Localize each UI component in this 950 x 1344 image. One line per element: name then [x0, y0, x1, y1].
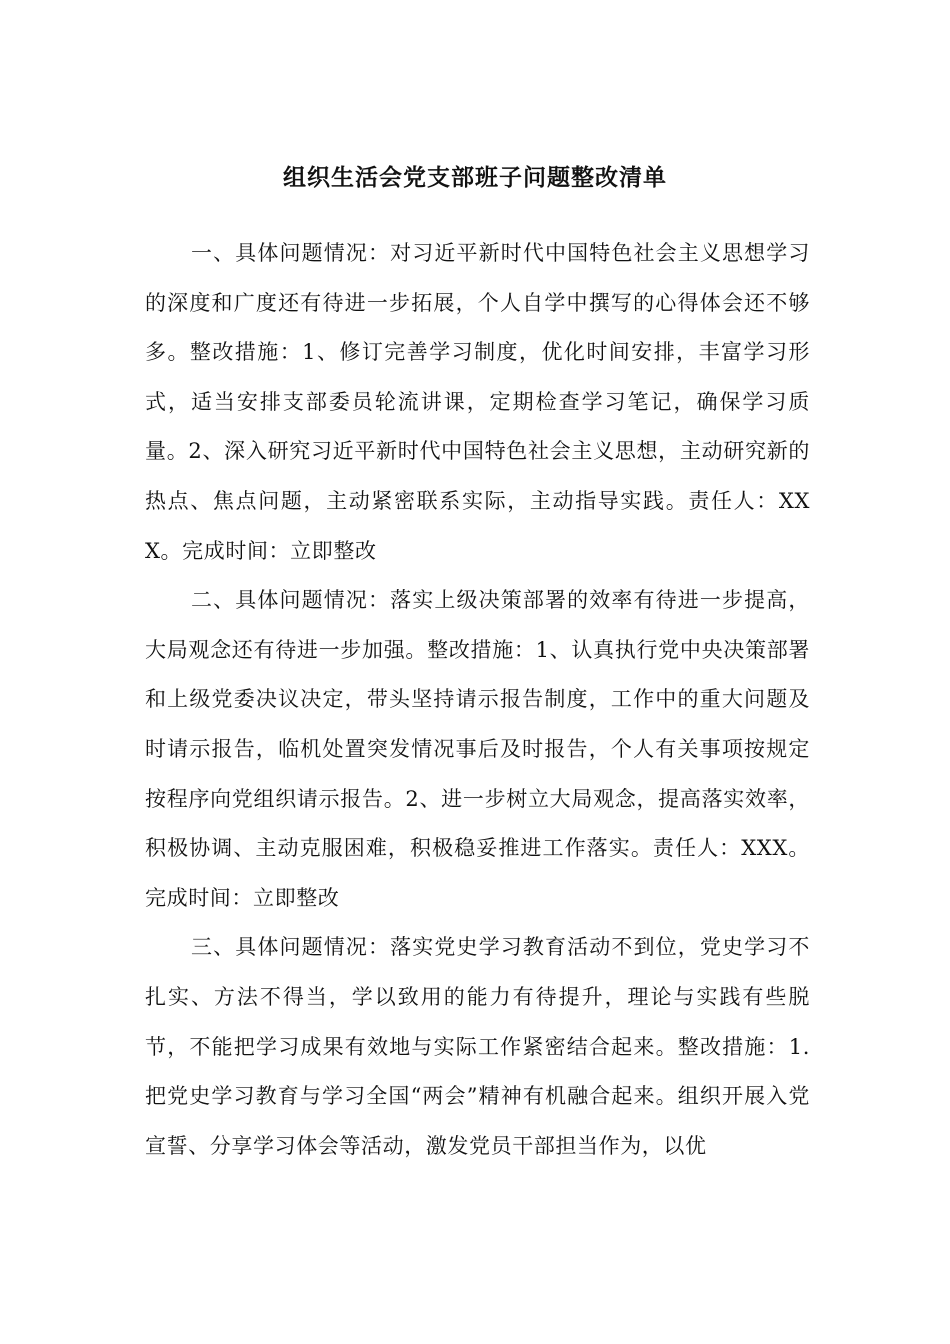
document-body	[145, 229, 810, 1171]
page-title: 组织生活会党支部班子问题整改清单	[283, 164, 667, 191]
paragraph-2: 二、具体问题情况：落实上级决策部署的效率有待进一步提高，大局观念还有待进一步加强。整改措施：1、认真执行党中央决策部署和上级党委决议决定，带头坚持请示报告制度，工作中的重大问题及时请示报告，临机处置突发情况事后及时报告，个人有关事项按规定按程序向党组织请示报告。2、进一步树立大局观念，提高落实效率，积极协调、主动克服困难，积极稳妥推进工作落实。责任人：XXX。完成时间：立即整改	[145, 588, 810, 910]
paragraph-3: 三、具体问题情况：落实党史学习教育活动不到位，党史学习不扎实、方法不得当，学以致用的能力有待提升，理论与实践有些脱节，不能把学习成果有效地与实际工作紧密结合起来。整改措施：1.把党史学习教育与学习全国“两会”精神有机融合起来。组织开展入党宣誓、分享学习体会等活动，激发党员干部担当作为，以优	[145, 935, 810, 1158]
paragraph-1: 一、具体问题情况：对习近平新时代中国特色社会主义思想学习的深度和广度还有待进一步拓展，个人自学中撰写的心得体会还不够多。整改措施：1、修订完善学习制度，优化时间安排，丰富学习形式，适当安排支部委员轮流讲课，定期检查学习笔记，确保学习质量。2、深入研究习近平新时代中国特色社会主义思想，主动研究新的热点、焦点问题，主动紧密联系实际，主动指导实践。责任人：XXX。完成时间：立即整改	[145, 241, 810, 563]
